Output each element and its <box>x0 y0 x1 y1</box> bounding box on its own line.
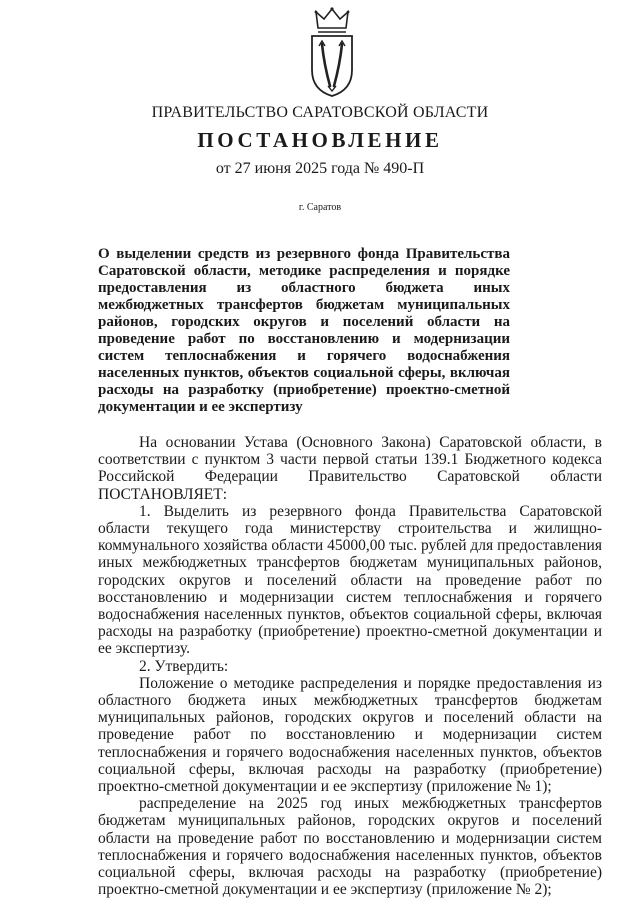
body-paragraph: Положение о методике распределения и порядке предоставления из областного бюджета иных межбюджетных трансфертов бюджетам муниципальных районов, городских округов и поселений области на проведение работ по восстановлению и модернизации систем теплоснабжения и горячего водоснабжения населенных пунктов, объектов социальной сферы, включая расходы на разработку (приобретение) проектно-сметной документации и ее экспертизу (приложение № 1); <box>98 674 602 796</box>
document-type: ПОСТАНОВЛЕНИЕ <box>197 128 443 152</box>
body-paragraph: 2. Утвердить: <box>139 657 229 675</box>
body-paragraph: На основании Устава (Основного Закона) Саратовской области, в соответствии с пунктом 3 части первой статьи 139.1 Бюджетного кодекса Российской Федерации Правительство Саратовской области ПОСТАНОВЛЯЕТ: <box>98 434 602 503</box>
document-title: О выделении средств из резервного фонда Правительства Саратовской области, методике распределения и порядке предоставления из областного бюджета иных межбюджетных трансфертов бюджетам муниципальных районов, городских округов и поселений области на проведение работ по восстановлению и модернизации систем теплоснабжения и горячего водоснабжения населенных пунктов, объектов социальной сферы, включая расходы на разработку (приобретение) проектно-сметной документации и ее экспертизу <box>98 246 510 415</box>
government-name: ПРАВИТЕЛЬСТВО САРАТОВСКОЙ ОБЛАСТИ <box>151 104 489 121</box>
document-date-number: от 27 июня 2025 года № 490-П <box>215 160 425 177</box>
saratov-coat-of-arms-icon <box>300 6 364 98</box>
document-body <box>98 434 602 898</box>
document-city: г. Саратов <box>298 202 342 213</box>
body-paragraph: распределение на 2025 год иных межбюджетных трансфертов бюджетам муниципальных районов, городских округов и поселений области на проведение работ по восстановлению и модернизации систем теплоснабжения и горячего водоснабжения населенных пунктов, объектов социальной сферы, включая расходы на разработку (приобретение) проектно-сметной документации и ее экспертизу (приложение № 2); <box>98 795 602 899</box>
body-paragraph: 1. Выделить из резервного фонда Правительства Саратовской области текущего года министерству строительства и жилищно-коммунального хозяйства области 45000,00 тыс. рублей для предоставления иных межбюджетных трансфертов бюджетам муниципальных районов, городских округов и поселений области на проведение работ по восстановлению и модернизации систем теплоснабжения и горячего водоснабжения населенных пунктов, объектов социальной сферы, включая расходы на разработку (приобретение) проектно-сметной документации и ее экспертизу. <box>98 502 602 658</box>
